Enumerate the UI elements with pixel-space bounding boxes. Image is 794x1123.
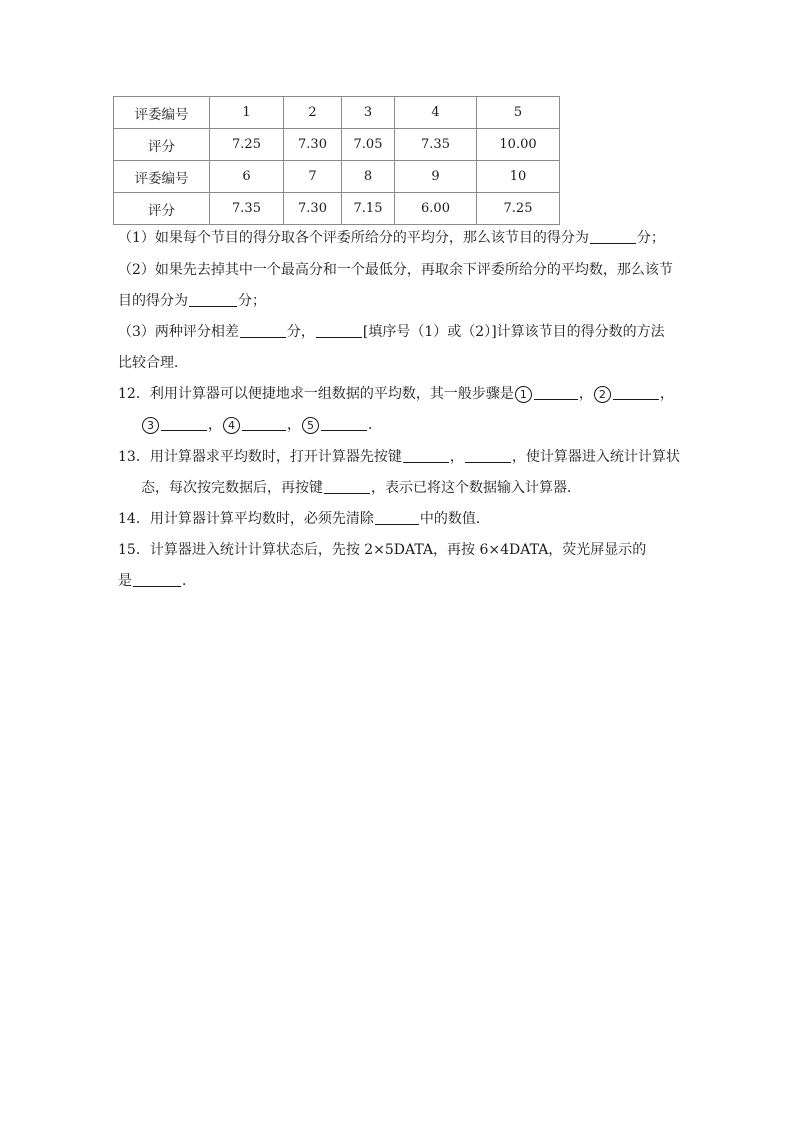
circled-number-2: 2 (594, 386, 611, 403)
answer-blank[interactable] (534, 384, 578, 400)
answer-blank[interactable] (242, 415, 286, 431)
answer-blank[interactable] (324, 478, 370, 494)
q11-part2-line2 (118, 291, 266, 311)
q11-part3-text-cont: 比较合理． (118, 355, 188, 371)
table-row (114, 97, 560, 129)
table-row (114, 129, 560, 161)
table-row (114, 193, 560, 225)
table-cell: 7.35 (210, 193, 284, 225)
comma: ， (449, 449, 464, 465)
table-cell: 6 (210, 161, 284, 193)
table-cell: 10 (477, 161, 560, 193)
q14-text-end: 中的数值． (419, 511, 490, 527)
table-row (114, 161, 560, 193)
row-header-cell: 评委编号 (114, 97, 210, 129)
q13-text-end: ，表示已将这个数据输入计算器． (371, 480, 581, 496)
row-header-cell: 评分 (114, 193, 210, 225)
table-cell: 6.00 (395, 193, 477, 225)
q13-text-b: ，使计算器进入统计计算状 (511, 449, 680, 465)
circled-number-1: 1 (515, 386, 532, 403)
answer-blank[interactable] (465, 447, 511, 463)
table-cell: 7.05 (342, 129, 395, 161)
q11-part3-line2 (118, 353, 188, 373)
q14-text: 14．用计算器计算平均数时，必须先清除 (118, 511, 374, 527)
q11-part2-end: 分； (238, 293, 266, 309)
circled-number-3: 3 (142, 417, 159, 434)
table-cell: 3 (342, 97, 395, 129)
table-cell: 10.00 (477, 129, 560, 161)
q11-part3-line1 (118, 322, 665, 342)
row-header-cell: 评委编号 (114, 161, 210, 193)
answer-blank[interactable] (161, 415, 207, 431)
answer-blank[interactable] (613, 384, 659, 400)
table-cell: 7.35 (395, 129, 477, 161)
q13-line1 (118, 447, 680, 467)
q11-part3-text-b: 分， (286, 324, 315, 340)
q15-line1 (118, 540, 646, 560)
q11-part2-line1 (118, 260, 673, 280)
q11-part1 (118, 228, 665, 248)
answer-blank[interactable] (375, 509, 419, 525)
q11-part3-text-c: [填序号（1）或（2）]计算该节目的得分数的方法 (362, 324, 665, 340)
q11-part2-text-cont: 目的得分为 (118, 293, 188, 309)
q11-part3-text: （3）两种评分相差 (118, 324, 239, 340)
q13-line2 (141, 478, 581, 498)
answer-blank[interactable] (321, 415, 367, 431)
circled-number-4: 4 (223, 417, 240, 434)
score-table (113, 96, 560, 225)
table-cell: 7 (284, 161, 342, 193)
table-cell: 2 (284, 97, 342, 129)
table-cell: 7.30 (284, 129, 342, 161)
table-cell: 1 (210, 97, 284, 129)
answer-blank[interactable] (590, 228, 636, 244)
answer-blank[interactable] (133, 571, 181, 587)
answer-blank[interactable] (316, 322, 362, 338)
table-cell: 5 (477, 97, 560, 129)
q12-line1 (118, 384, 674, 404)
answer-blank[interactable] (403, 447, 449, 463)
q14-line (118, 509, 490, 529)
q12-line2 (141, 415, 382, 435)
answer-blank[interactable] (240, 322, 286, 338)
table-cell: 8 (342, 161, 395, 193)
table-cell: 7.25 (210, 129, 284, 161)
q11-part1-text: （1）如果每个节目的得分取各个评委所给分的平均分，那么该节目的得分为 (118, 230, 589, 246)
table-cell: 7.25 (477, 193, 560, 225)
comma: ， (208, 417, 222, 433)
q13-text-cont: 态，每次按完数据后，再按键 (141, 480, 323, 496)
q12-text: 12．利用计算器可以便捷地求一组数据的平均数，其一般步骤是 (118, 386, 514, 402)
circled-number-5: 5 (302, 417, 319, 434)
table-cell: 7.15 (342, 193, 395, 225)
q15-text-cont: 是 (118, 573, 132, 589)
comma: ， (287, 417, 301, 433)
table-cell: 9 (395, 161, 477, 193)
q13-text: 13．用计算器求平均数时，打开计算器先按键 (118, 449, 402, 465)
comma: ， (659, 386, 674, 402)
q11-part1-end: 分； (636, 230, 665, 246)
row-header-cell: 评分 (114, 129, 210, 161)
q11-part2-text: （2）如果先去掉其中一个最高分和一个最低分，再取余下评委所给分的平均数，那么该节 (118, 262, 673, 278)
answer-blank[interactable] (189, 291, 237, 307)
q15-text: 15．计算器进入统计计算状态后，先按 2×5DATA，再按 6×4DATA，荧光屏显示的 (118, 542, 647, 558)
comma: ， (578, 386, 593, 402)
table-cell: 7.30 (284, 193, 342, 225)
q15-line2 (118, 571, 196, 591)
period: ． (368, 417, 382, 433)
table-cell: 4 (395, 97, 477, 129)
period: ． (182, 573, 196, 589)
